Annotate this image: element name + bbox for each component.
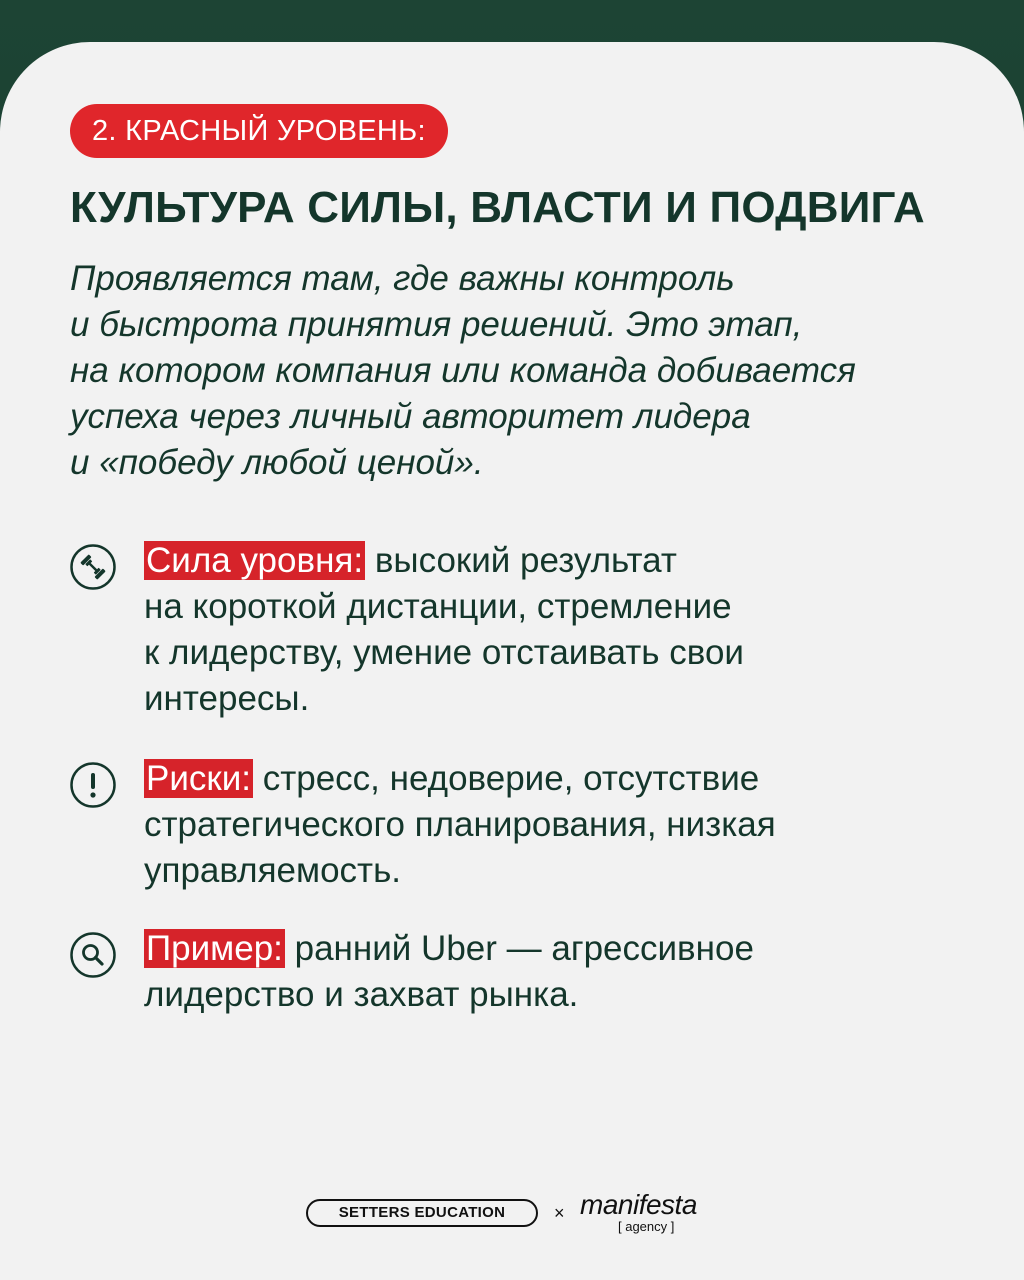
intro-line: успеха через личный авторитет лидера [70,397,751,436]
item-text [144,926,964,1018]
exclamation-icon [70,762,116,808]
item-line: управляемость. [144,851,402,890]
intro-line: на котором компания или команда добивается [70,351,856,390]
item-line: к лидерству, умение отстаивать свои [144,633,744,672]
setters-education-logo: SETTERS EDUCATION [306,1199,538,1227]
search-icon [70,932,116,978]
manifesta-logo: manifesta [580,1189,697,1220]
item-line: интересы. [144,679,310,718]
intro-line: и «победу любой ценой». [70,443,484,482]
item-first-text: ранний Uber — агрессивное [294,929,754,968]
highlight-label: Пример: [146,929,283,968]
footer [0,1190,1024,1240]
item-line: лидерство и захват рынка. [144,975,579,1014]
item-first-line [144,926,964,972]
item-first-text: высокий результат [374,541,677,580]
item-first-text: стресс, недоверие, отсутствие [262,759,760,798]
intro-line: Проявляется там, где важны контроль [70,259,735,298]
highlight-label: Риски: [146,759,251,798]
dumbbell-icon [70,544,116,590]
item-line: стратегического планирования, низкая [144,805,776,844]
item-text [144,756,964,894]
intro-text [70,256,970,486]
content-card [0,42,1024,1280]
level-badge: 2. КРАСНЫЙ УРОВЕНЬ: [70,104,448,158]
intro-line: и быстрота принятия решений. Это этап, [70,305,803,344]
manifesta-agency-label: [ agency ] [618,1219,675,1234]
page-title: КУЛЬТУРА СИЛЫ, ВЛАСТИ И ПОДВИГА [70,183,925,232]
item-text [144,538,964,722]
highlight-label: Сила уровня: [146,541,364,580]
item-line: на короткой дистанции, стремление [144,587,732,626]
item-first-line [144,538,964,584]
item-first-line [144,756,964,802]
collab-separator: × [554,1203,565,1223]
